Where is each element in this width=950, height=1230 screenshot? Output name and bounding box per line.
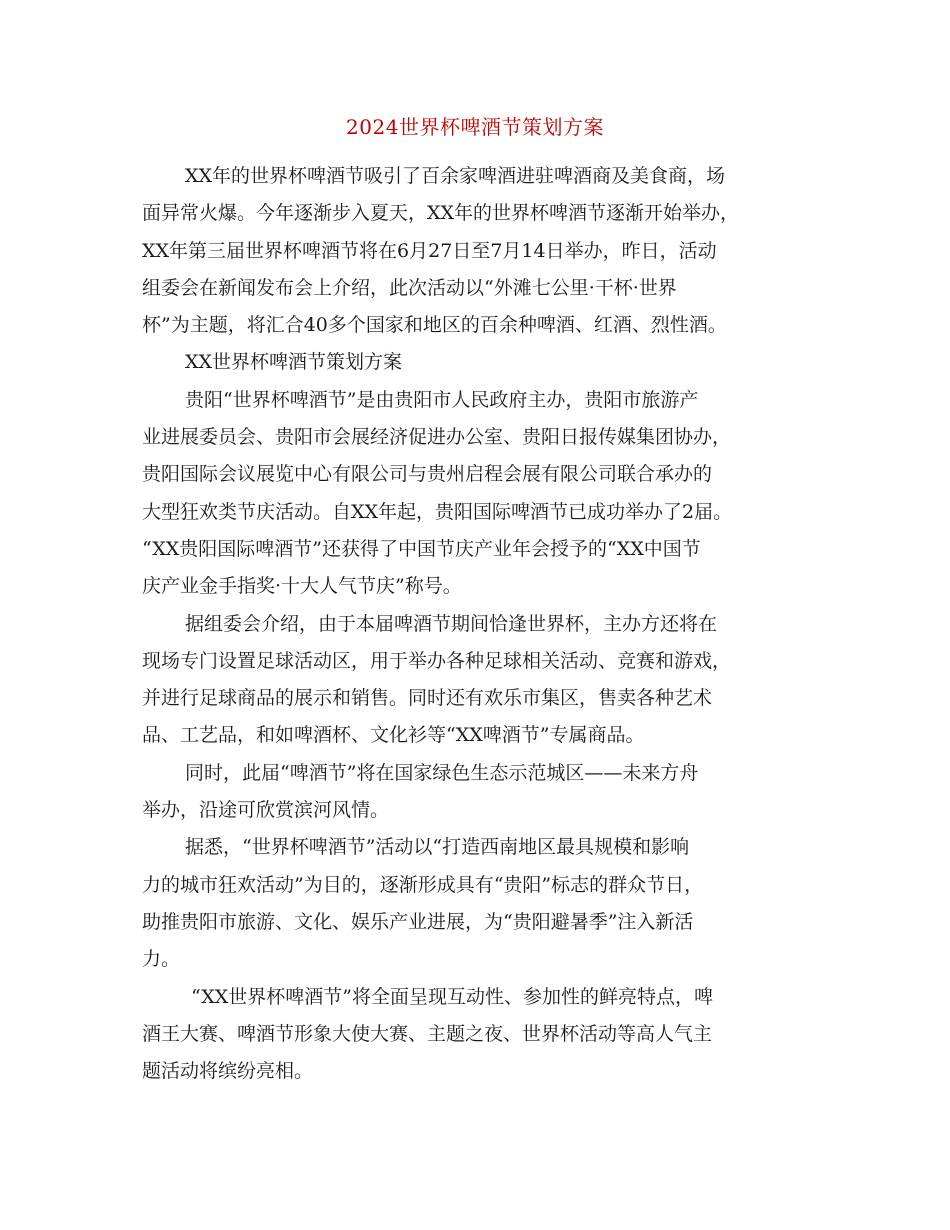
paragraph-line: XX年的世界杯啤酒节吸引了百余家啤酒进驻啤酒商及美食商，场 — [185, 165, 726, 187]
paragraph-line: 力。 — [142, 948, 181, 971]
paragraph-line: 杯”为主题，将汇合40多个国家和地区的百余种啤酒、红酒、烈性酒。 — [142, 314, 727, 337]
paragraph-line: 据组委会介绍，由于本届啤酒节期间恰逢世界杯，主办方还将在 — [185, 612, 718, 635]
paragraph-line: 助推贵阳市旅游、文化、娱乐产业进展，为“贵阳避暑季”注入新活 — [142, 910, 694, 933]
paragraph-line: 据悉，“世界杯啤酒节”活动以“打造西南地区最具规模和影响 — [185, 836, 690, 859]
paragraph-line: 力的城市狂欢活动”为目的，逐渐形成具有“贵阳”标志的群众节日， — [142, 873, 704, 896]
paragraph-line: 贵阳国际会议展览中心有限公司与贵州启程会展有限公司联合承办的 — [142, 463, 713, 486]
section-heading: XX世界杯啤酒节策划方案 — [185, 351, 403, 374]
paragraph-line: “XX贵阳国际啤酒节”还获得了中国节庆产业年会授予的“XX中国节 — [142, 537, 701, 560]
paragraph-line: 举办，沿途可欣赏滨河风情。 — [142, 799, 390, 822]
document-title: 2024世界杯啤酒节策划方案 — [346, 115, 604, 139]
paragraph-line: 贵阳“世界杯啤酒节”是由贵阳市人民政府主办，贵阳市旅游产 — [185, 388, 699, 411]
paragraph-line: 题活动将缤纷亮相。 — [142, 1060, 314, 1083]
paragraph-line: 酒王大赛、啤酒节形象大使大赛、主题之夜、世界杯活动等高人气主 — [142, 1022, 713, 1045]
paragraph-line: 现场专门设置足球活动区，用于举办各种足球相关活动、竞赛和游戏， — [142, 649, 732, 672]
paragraph-line: 大型狂欢类节庆活动。自XX年起，贵阳国际啤酒节已成功举办了2届。 — [142, 500, 733, 523]
paragraph-line: 品、工艺品，和如啤酒杯、文化衫等“XX啤酒节”专属商品。 — [142, 724, 645, 747]
paragraph-line: XX年第三届世界杯啤酒节将在6月27日至7月14日举办，昨日，活动 — [142, 239, 717, 262]
paragraph-line: 面异常火爆。今年逐渐步入夏天，XX年的世界杯啤酒节逐渐开始举办， — [142, 202, 740, 225]
paragraph-line: “XX世界杯啤酒节”将全面呈现互动性、参加性的鲜亮特点，啤 — [191, 985, 714, 1008]
paragraph-line: 同时，此届“啤酒节”将在国家绿色生态示范城区——未来方舟 — [185, 761, 699, 784]
paragraph-line: 并进行足球商品的展示和销售。同时还有欢乐市集区，售卖各种艺术 — [142, 687, 713, 710]
paragraph-line: 庆产业金手指奖·十大人气节庆”称号。 — [142, 575, 462, 598]
paragraph-line: 业进展委员会、贵阳市会展经济促进办公室、贵阳日报传媒集团协办， — [142, 426, 732, 449]
paragraph-line: 组委会在新闻发布会上介绍，此次活动以“外滩七公里·干杯·世界 — [142, 276, 677, 299]
document-body — [142, 158, 810, 1090]
